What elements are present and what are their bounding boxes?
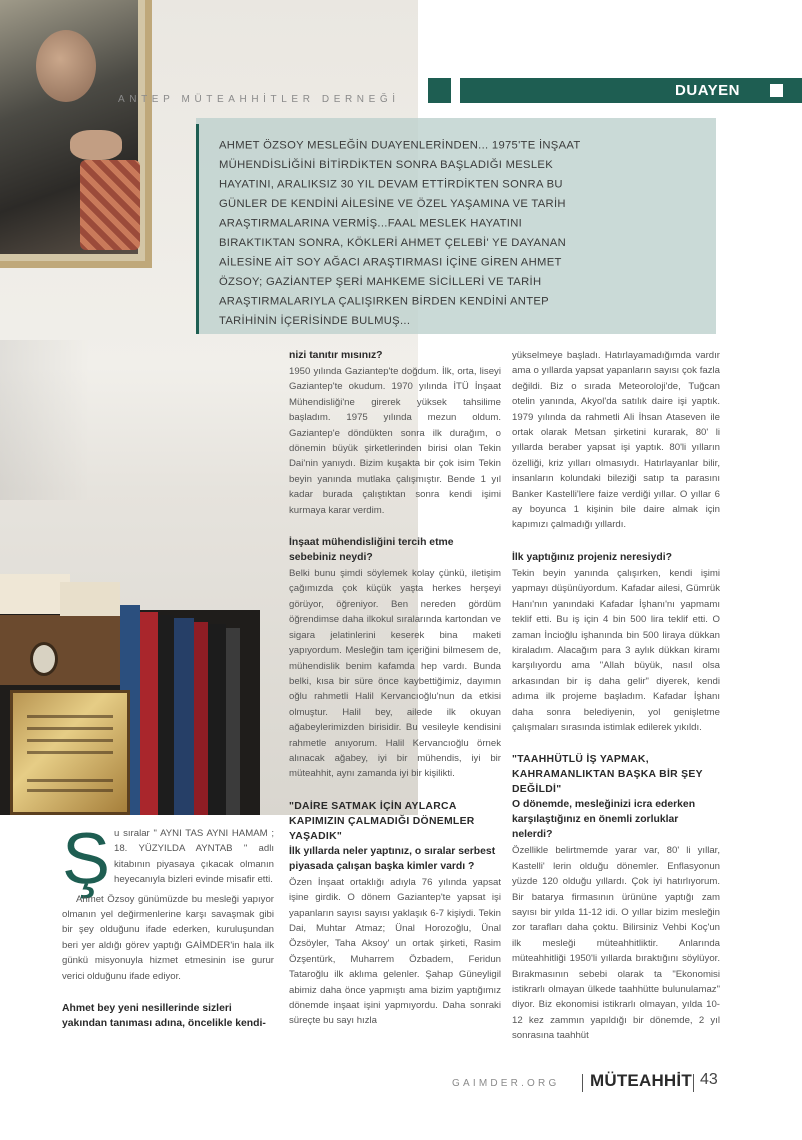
section-square-icon <box>770 84 783 97</box>
answer-1: 1950 yılında Gaziantep'te doğdum. İlk, orta, liseyi Gaziantep'te okudum. 1970 yılında İTÜ İnşaat Mühendisliği'ne girerek yüksek tahsilime başladım. 1975 yılında mezun oldum. Gaziantep'e döndükten sonra ilk durağım, o dönemin büyük şirketlerinden birisi olan Tekin Dai'nin yanıydı. Bizim kuşakta bir çok isim Tekin beyin yanında mutlaka çalışmıştır. Bende 1 yıl kadar burada çalıştıktan sonra kendi işimi kurmaya karar verdim. <box>289 366 501 516</box>
clock-icon <box>30 642 58 676</box>
question-2: İnşaat mühendisliğini tercih etme sebebiniz neydi? <box>289 537 454 564</box>
association-name: ANTEP MÜTEAHHİTLER DERNEĞİ <box>118 94 400 105</box>
heading-5: "TAAHHÜTLÜ İŞ YAPMAK, KAHRAMANLIKTAN BAŞKA BİR ŞEY DEĞİLDİ" <box>512 754 703 796</box>
portrait-frame <box>0 0 152 268</box>
question-3: İlk yıllarda neler yaptınız, o sıralar serbest piyasada çalışan başka kimler vardı ? <box>289 845 496 872</box>
answer-4: Tekin beyin yanında çalışırken, kendi işimi yapmayı düşünüyordum. Kafadar ailesi, Gümrük Hanı'nın yanındaki Kafadar İşhanı'nı yapmamı teklif etti. Bu iş için 4 bin 500 lira teklif etti. O zaman İncioğlu işhanında bin 500 liraya dükkan kiraladım. Alacağım para 3 aylık dükkan kiramı karşılıyordu ama "Allah büyük, nasıl olsa arkasından bir iş daha gelir" diyerek, kendi adıma ilk projeme başladım. Kafadar İşhanı daha sonra belediyenin, yol genişletme çalışmaları sırasında istimlak edilerek yıkıldı. <box>512 567 720 733</box>
question-5: O dönemde, mesleğinizi icra ederken karşılaştığınız en önemli zorluklar nelerdi? <box>512 799 696 841</box>
pull-quote-border <box>196 124 199 334</box>
intro-column <box>62 826 274 1032</box>
intro-paragraph-1: u sıralar " AYNI TAS AYNI HAMAM ; 18. YÜZYILDA AYNTAB " adlı kitabının piyasaya çıkacak olmanın heyecanıyla bizleri evinde misafir etti. <box>114 828 274 886</box>
drop-cap: Ş <box>62 819 111 899</box>
question-4: İlk yaptığınız projeniz neresiydi? <box>512 551 672 563</box>
award-plaque <box>10 690 130 815</box>
footer-website: GAIMDER.ORG <box>452 1078 560 1089</box>
answer-3: Özen İnşaat ortaklığı adıyla 76 yılında yapsat işine girdik. O dönem Gaziantep'te yapsat işi yapanların sayısı sayısı yaklaşık 6-7 kişiydi. Tekin Dai, Muhtar Atmaz; Ünal Horozoğlu, Ünal Özsöyler, Taha Aksoy' un ortak şirketi, Rasim Özşentürk, Muharrem Özbadem, Feridun Tataroğlu ilk aklıma gelenler. Şahap Güneyligil abimiz daha önce yapmıştı ama bizim yaptığımız dönemde inşaat işini yapmıyordu. Daha sonraki süreçte bu sayı hızla <box>289 876 501 1027</box>
answer-2: Belki bunu şimdi söylemek kolay çünkü, iletişim çağımızda çok küçük yaşta herkes herşeyi görüyor, öğreniyor. Ben nereden gördüm öğrendimse daha ilkokul sıralarında kartondan ve sigara jelatinlerini keserek bina maketi yapıyordum. Mesleğin tam içeriğini bilmesem de, mühendislik benim kafamda hep vardı. Bunda belki, kısa bir süre önce kaybettiğimiz, dayımın oğlu rahmetli Halil Kervancıoğlu'nun da etkisi olmuştur. Halil bey, ailede ilk okuyan ağabeylerimizden birisidir. Bu vesileyle kendisini rahmetle anıyorum. Halil Kervancıoğlu örnek alınacak ağabey, iyi bir mühendis, iyi bir müteahhit, aynı zamanda iyi bir kişilikti. <box>289 568 501 780</box>
document-box <box>0 615 120 685</box>
heading-3: "DAİRE SATMAK İÇİN AYLARCA KAPIMIZIN ÇALMADIĞI DÖNEMLER YAŞADIK" <box>289 800 475 842</box>
section-bar-left <box>428 78 451 103</box>
intro-paragraph-2: Ahmet Özsoy günümüzde bu mesleği yapıyor olmanın yel değirmenlerine karşı savaşmak gibi bir şey olduğunu ifade ederken, kuruluşundan beri yer aldığı görev yaptığı GAİMDER'in hala ilk günkü misyonuyla hizmet etmesinin ise gurur verici olduğunu ifade ediyor. <box>62 893 274 982</box>
question-1: Ahmet bey yeni nesillerinde sizleri yakından tanıması adına, öncelikle kendi- <box>62 1003 266 1030</box>
section-label: DUAYEN <box>460 78 802 103</box>
middle-column <box>289 348 501 1033</box>
pull-quote-text: AHMET ÖZSOY MESLEĞİN DUAYENLERİNDEN... 1975'TE İNŞAAT MÜHENDİSLİĞİNİ BİTİRDİKTEN SONRA BAŞLADIĞI MESLEK HAYATINI, ARALIKSIZ 30 YIL DEVAM ETTİRDİKTEN SONRA BU GÜNLER DE KENDİNİ AİLESİNE VE ÖZEL YAŞAMINA VE TARİH ARAŞTIRMALARINA VERMİŞ...FAAL MESLEK HAYATINI BIRAKTIKTAN SONRA, KÖKLERİ AHMET ÇELEBİ' YE DAYANAN AİLESİNE AİT SOY AĞACI ARAŞTIRMASI İÇİNE GİREN AHMET ÖZSOY; GAZİANTEP ŞERİ MAHKEME SİCİLLERİ VE TARİH ARAŞTIRMALARIYLA ÇALIŞIRKEN BİRDEN KENDİNİ ANTEP TARİHİNİN İÇERİSİNDE BULMUŞ... <box>219 139 581 328</box>
page-number: 43 <box>700 1071 718 1088</box>
footer-divider <box>693 1074 694 1092</box>
question-1-tail: nizi tanıtır mısınız? <box>289 350 383 361</box>
right-column <box>512 348 720 1048</box>
answer-5: Özellikle belirtmemde yarar var, 80' li yıllar, Kastelli' lerin olduğu dönemler. Enflasyonun yüzde 120 olduğu yıllardı. Çok iyi hatırlıyorum. Bir batarya firmasının ürününe yaptığı zam sayısı bir yılda 11-12 idi. O yıllar bizim mesleğin zor tarafları daha çoktu. Bilirsiniz Vehbi Koç'un ilk mesleği müteahhitliktir. Anlarında müteahhitliği 1950'li yıllarda bıraktığını söylüyor. Bırakmasının sebebi olarak ta "Ekonomisi istikrarlı olmayan ülkede taahhütte bulunulamaz" diyor. Biz ekonomisi istikrarlı olmayan, yılda 10-12 kez zammın yapıldığı bir dönemde, 2 yıl sonrasına taahhüt <box>512 845 720 1042</box>
footer-magazine-name: MÜTEAHHİT <box>590 1071 692 1090</box>
footer-divider <box>582 1074 583 1092</box>
answer-3-continued: yükselmeye başladı. Hatırlayamadığımda vardır ama o yıllarda yapsat yapanların sayısı çok fazla değildi. Biz o sırada Meteoroloji'de, Tuğcan otelin yanında, Akyol'da satılık daire işi yaptık. 1979 yılında da rahmetli Ali İhsan Ataseven ile ortak olarak Metsan şirketini kurarak, 80' li yıllarda beraber yapsat işi yaptık. 80'li yılların özelliği, kriz yılları olmasıydı. Hatırlayanlar bilir, insanların kolundaki bileziği satıp ta parasını Banker Kastelli'lere faize verdiği yıllar. O yıllar 6 ay boyunca 1 kişinin bile daire almak için kapımızı çalmadığı yıllardı. <box>512 350 720 531</box>
